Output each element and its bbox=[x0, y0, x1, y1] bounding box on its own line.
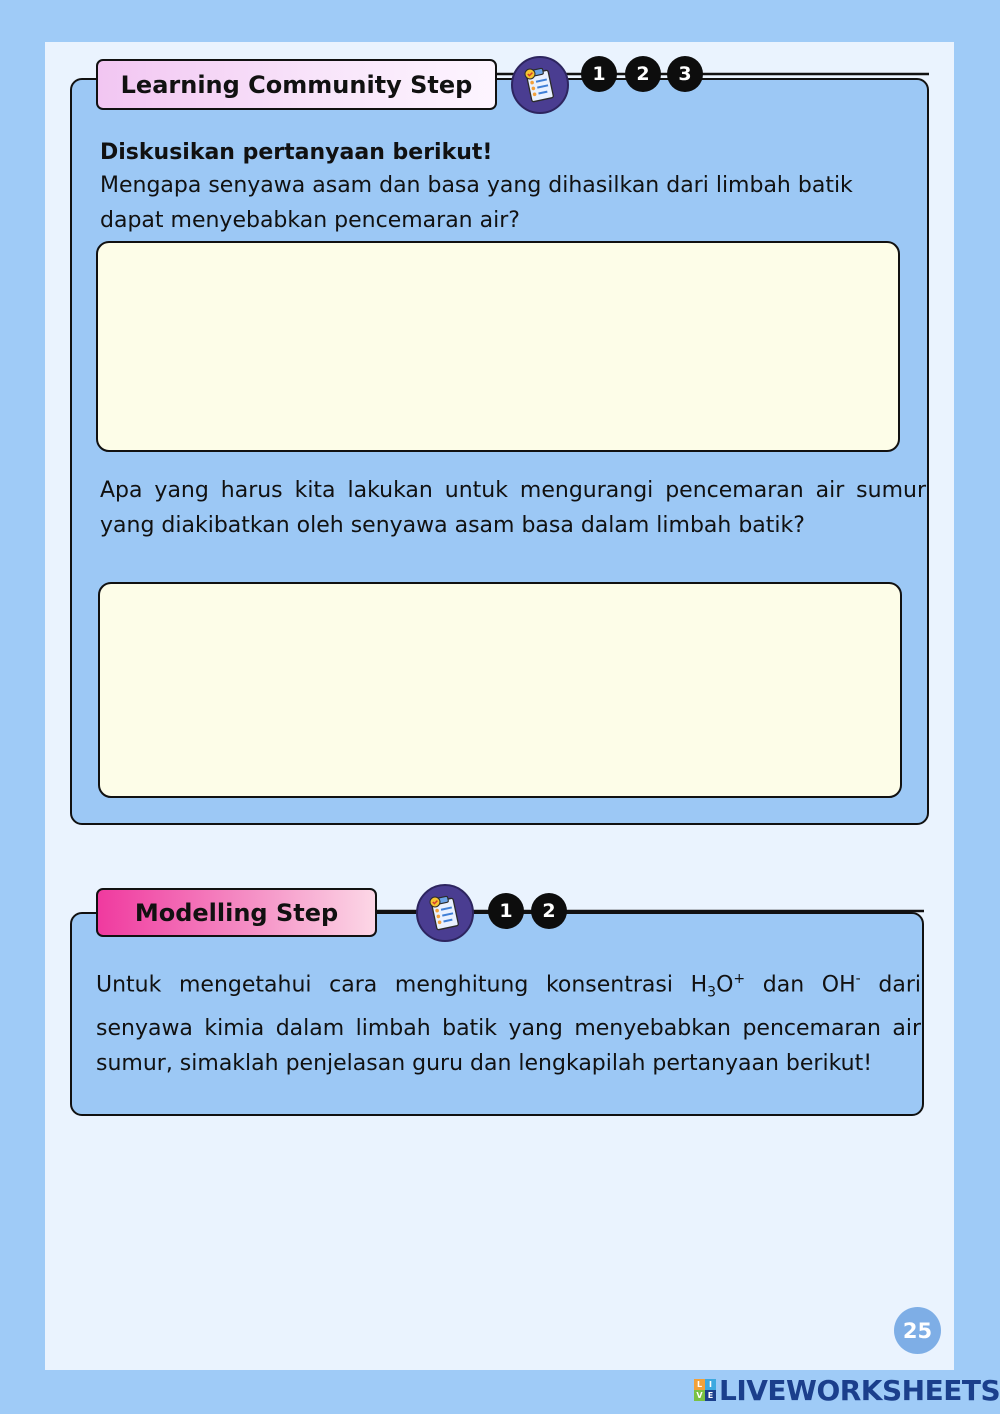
modelling-number-1: 1 bbox=[488, 893, 524, 929]
step-number-2: 2 bbox=[625, 56, 661, 92]
learning-community-step-label: Learning Community Step bbox=[96, 59, 497, 110]
modelling-instruction bbox=[96, 962, 921, 1081]
step-number-1: 1 bbox=[581, 56, 617, 92]
question-2: Apa yang harus kita lakukan untuk mengurangi pencemaran air sumur yang diakibatkan oleh senyawa asam basa dalam limbah batik? bbox=[100, 478, 926, 538]
question-1: Mengapa senyawa asam dan basa yang dihasilkan dari limbah batik dapat menyebabkan pencemaran air? bbox=[100, 173, 853, 233]
step-number-3: 3 bbox=[667, 56, 703, 92]
liveworksheets-brand bbox=[694, 1374, 1000, 1406]
checklist-icon bbox=[511, 56, 569, 114]
modelling-step-label: Modelling Step bbox=[96, 888, 377, 937]
instruction-part-1: Untuk mengetahui cara menghitung konsentrasi H bbox=[96, 972, 708, 998]
answer-box-2[interactable] bbox=[98, 582, 902, 798]
page-number: 25 bbox=[894, 1307, 941, 1354]
subscript-3: 3 bbox=[707, 984, 717, 1001]
modelling-number-2: 2 bbox=[531, 893, 567, 929]
checklist-icon bbox=[416, 884, 474, 942]
instruction-part-2: dari senyawa kimia dalam limbah batik yang menyebabkan pencemaran air sumur, simaklah penjelasan guru dan lengkapilah pertanyaan berikut! bbox=[96, 972, 921, 1076]
superscript-minus: - bbox=[855, 971, 861, 987]
superscript-plus: + bbox=[733, 971, 746, 987]
dan-oh: dan OH bbox=[745, 972, 856, 998]
answer-box-1[interactable] bbox=[96, 241, 900, 452]
discussion-heading: Diskusikan pertanyaan berikut! bbox=[100, 140, 493, 165]
liveworksheets-logo: L I V E bbox=[694, 1379, 716, 1401]
oxygen-symbol: O bbox=[716, 972, 734, 998]
brand-name: LIVEWORKSHEETS bbox=[719, 1373, 1000, 1407]
